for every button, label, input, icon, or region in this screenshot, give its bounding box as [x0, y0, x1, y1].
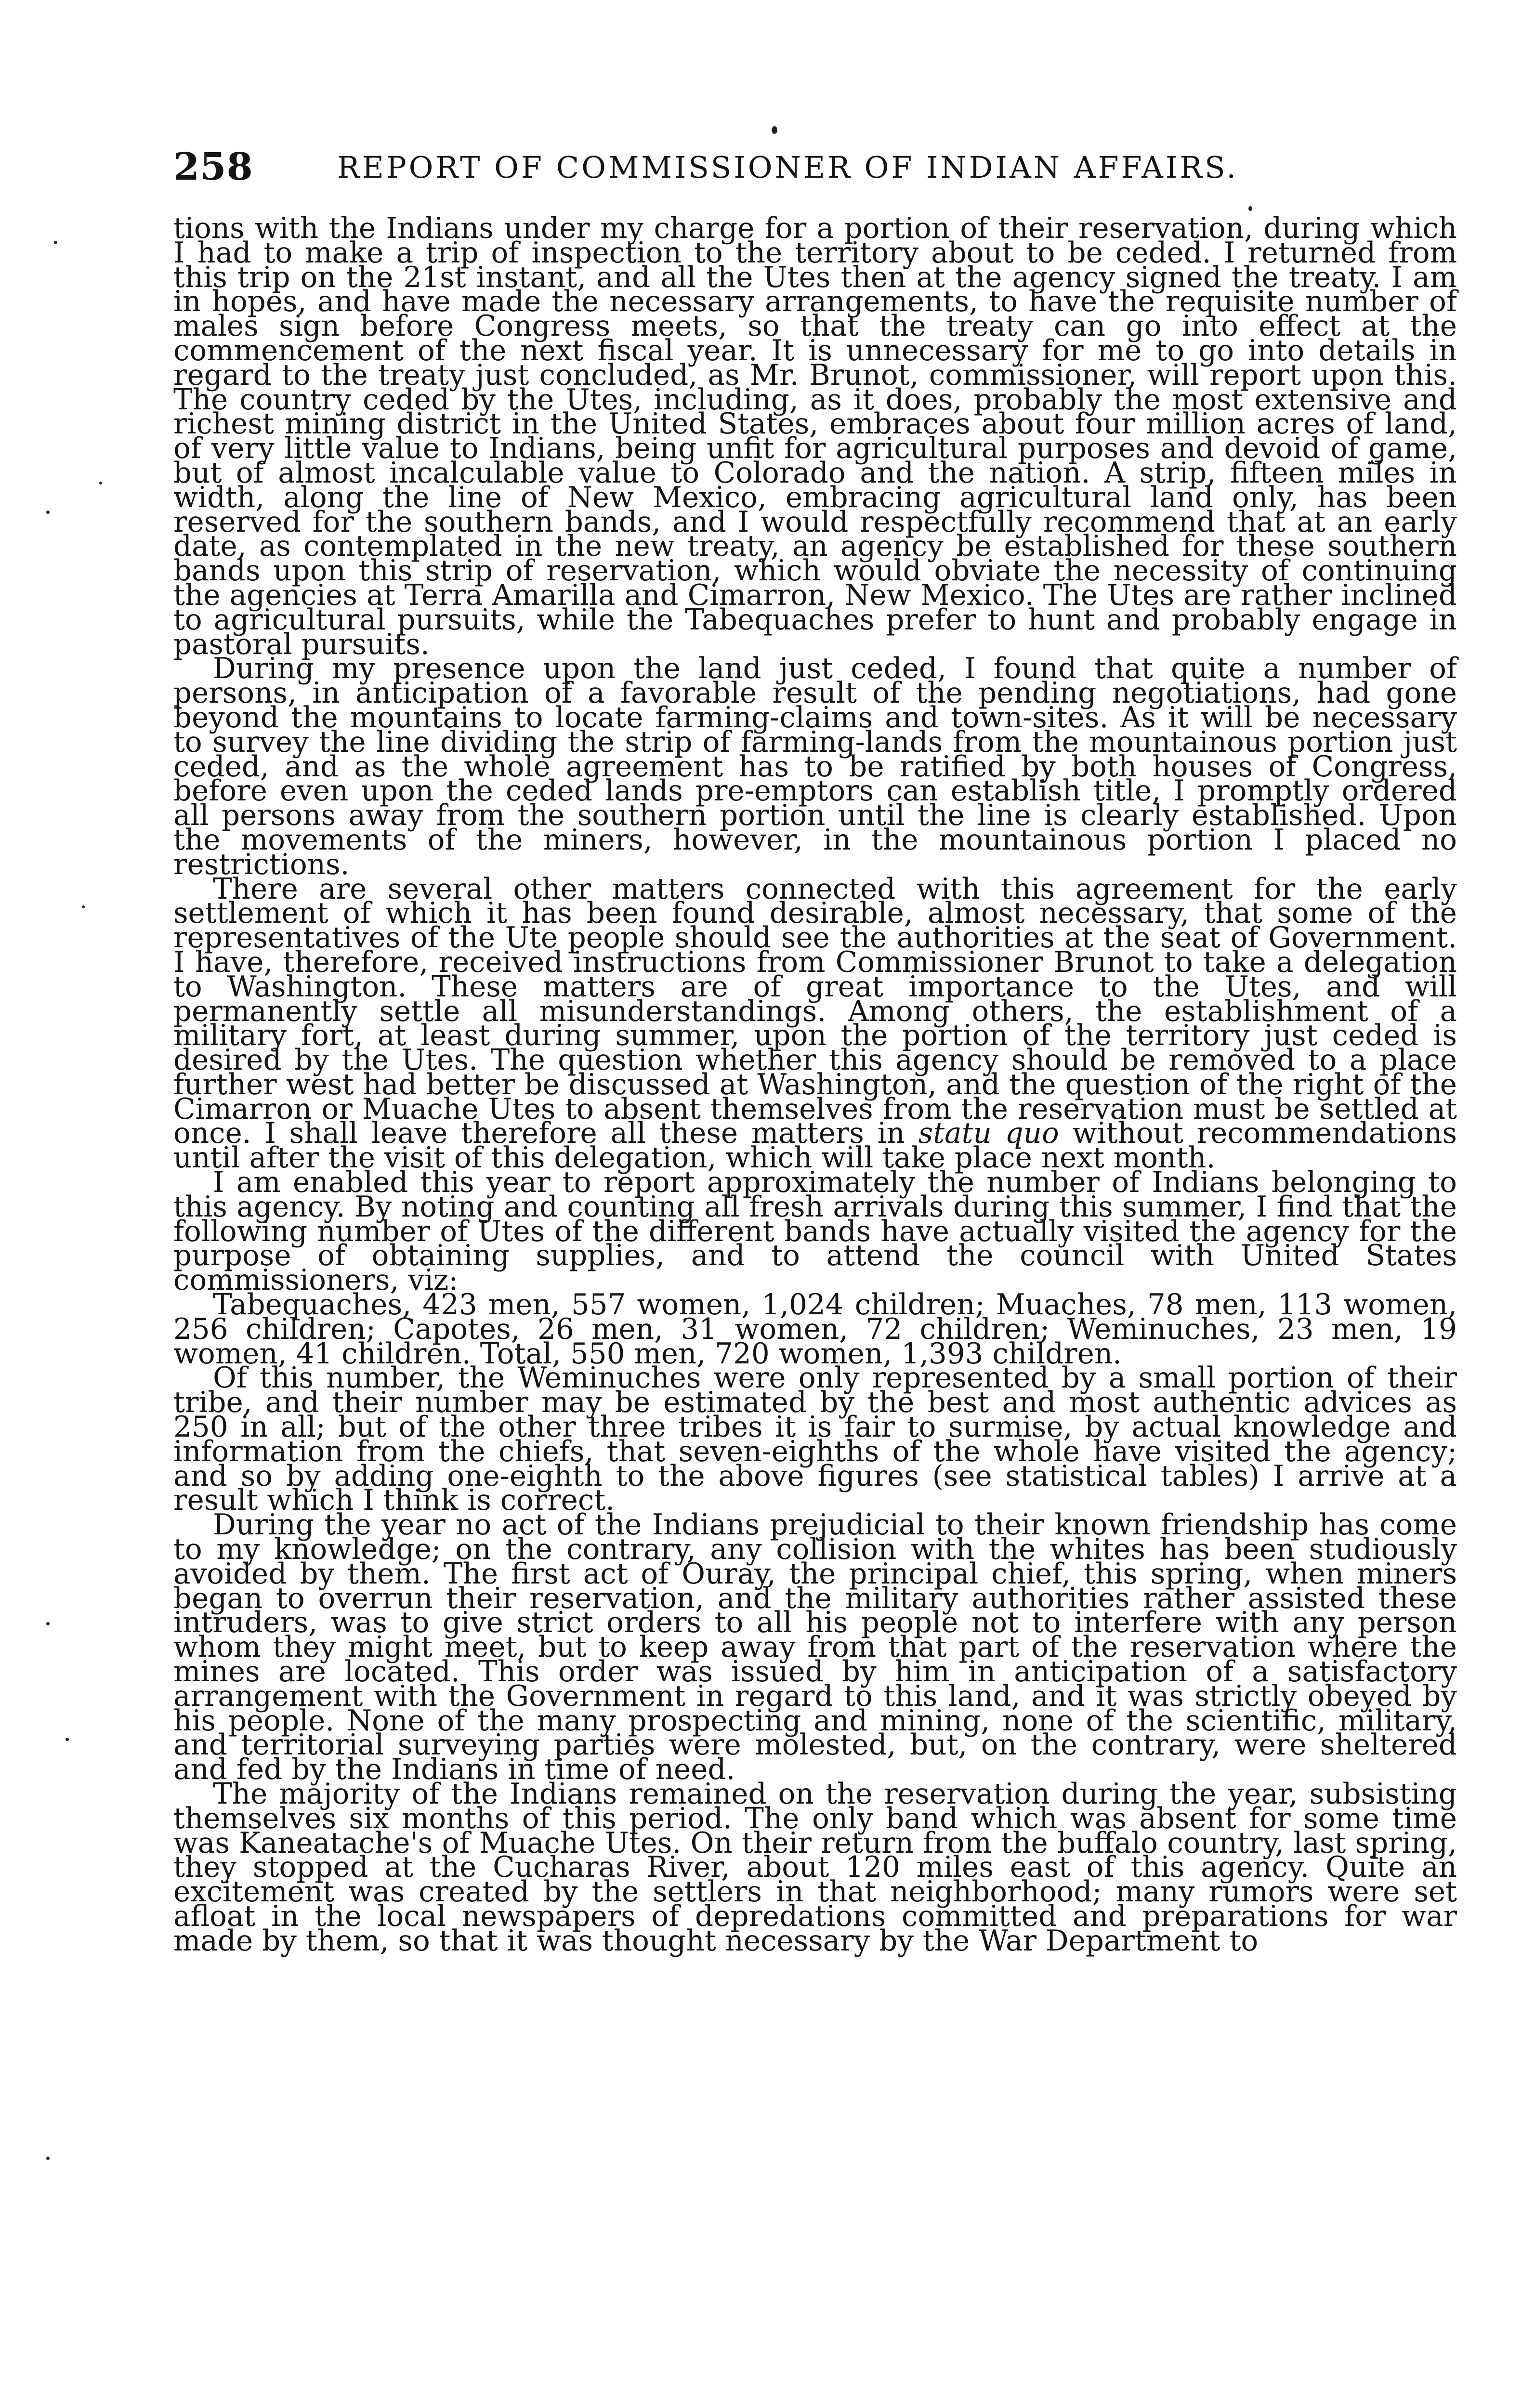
- print-speck: [772, 126, 777, 134]
- print-speck: [99, 482, 102, 484]
- print-speck: [1248, 206, 1252, 211]
- running-head: REPORT OF COMMISSIONER OF INDIAN AFFAIRS.: [337, 150, 1239, 185]
- page-number: 258: [173, 145, 253, 189]
- paragraph-majority: The majority of the Indians remained on the reservation during the year, subsisting themselves six months of this period. The only band which was absent for some time was Kaneatache's of Muache Utes. On their return from the buffalo country, last spring, they stopped at the Cucharas River, about 120 miles east of this agency. Quite an excitement was created by the settlers in that neighborhood; many rumors were set afloat in the local newspapers of depredations committed and preparations for war made by them, so that it was thought necessary by the War Department to: [173, 1778, 1457, 1958]
- italic-phrase: statu quo: [918, 1117, 1059, 1151]
- paragraph-census: I am enabled this year to report approximately the number of Indians belonging to this agency. By noting and counting all fresh arrivals during this summer, I find that the following number of Utes of the different bands have actually visited the agency for the purpose of obtaining supplies, and to attend the council with United States commissioners, viz:: [173, 1166, 1457, 1297]
- paragraph-delegation-text: There are several other matters connected with this agreement for the early settlement of which it has been found desirable, almost necessary, that some of the representatives of the Ute people should see the authorities at the seat of Government. I have, therefore, received instructions from Commissioner Brunot to take a delegation to Washington. These matters are of great importance to the Utes, and will permanently settle all misunderstandings. Among others, the establishment of a military fort, at least during summer, upon the portion of the territory just ceded is desired by the Utes. The question whether this agency should be removed to a place further west had better be discussed at Washington, and the question of the right of the Cimarron or Muache Utes to absent themselves from the reservation must be settled at once. I shall leave therefore all these matters in: [173, 872, 1457, 1151]
- paragraph-estimate: Of this number, the Weminuches were only represented by a small portion of their tribe, and their number may be estimated by the best and most authentic advices as 250 in all; but of the other three tribes it is fair to surmise, by actual knowledge and information from the chiefs, that seven-eighths of the whole have visited the agency; and so by adding one-eighth to the above figures (see statistical tables) I arrive at a result which I think is correct.: [173, 1361, 1457, 1518]
- print-speck: [66, 1738, 69, 1741]
- print-speck: [46, 1622, 50, 1625]
- paragraph-friendship: During the year no act of the Indians prejudicial to their known friendship has come to my knowledge; on the contrary, any collision with the whites has been studiously avoided by them. The first act of Ouray, the principal chief, this spring, when miners began to overrun their reservation, and the military authorities rather assisted these intruders, was to give strict orders to all his people not to interfere with any person whom they might meet, but to keep away from that part of the reservation where the mines are located. This order was issued by him in anticipation of a satisfactory arrangement with the Government in regard to this land, and it was strictly obeyed by his people. None of the many prospecting and mining, none of the scientific, military, and territorial surveying parties were molested, but, on the contrary, were sheltered and fed by the Indians in time of need.: [173, 1508, 1457, 1787]
- paragraph-ceded-land: During my presence upon the land just ceded, I found that quite a number of persons, in anticipation of a favorable result of the pending negotiations, had gone beyond the mountains to locate farming-claims and town-sites. As it will be necessary to survey the line dividing the strip of farming-lands from the mountainous portion just ceded, and as the whole agreement has to be ratified by both houses of Congress, before even upon the ceded lands pre-emptors can establish title, I promptly ordered all persons away from the southern portion until the line is clearly established. Upon the movements of the miners, however, in the mountainous portion I placed no restrictions.: [173, 652, 1457, 881]
- print-speck: [46, 2157, 50, 2160]
- paragraph-delegation-end: without recommendations until after the visit of this delegation, which will take place next month.: [173, 1117, 1457, 1175]
- paragraph-continued: tions with the Indians under my charge for a portion of their reservation, during which I had to make a trip of inspection to the territory about to be ceded. I returned from this trip on the 21st instant, and all the Utes then at the agency signed the treaty. I am in hopes, and have made the necessary arrangements, to have the requisite number of males sign before Congress meets, so that the treaty can go into effect at the commencement of the next fiscal year. It is unnecessary for me to go into details in regard to the treaty just concluded, as Mr. Brunot, commissioner, will report upon this. The country ceded by the Utes, including, as it does, probably the most extensive and richest mining district in the United States, embraces about four million acres of land, of very little value to Indians, being unfit for agricultural purposes and devoid of game, but of almost incalculable value to Colorado and the nation. A strip, fifteen miles in width, along the line of New Mexico, embracing agricultural land only, has been reserved for the southern bands, and I would respectfully recommend that at an early date, as contemplated in the new treaty, an agency be established for these southern bands upon this strip of reservation, which would obviate the necessity of continuing the agencies at Terra Amarilla and Cimarron, New Mexico. The Utes are rather inclined to agricultural pursuits, while the Tabequaches prefer to hunt and probably engage in pastoral pursuits.: [173, 212, 1457, 661]
- page-header: [173, 141, 1457, 194]
- paragraph-band-counts: Tabequaches, 423 men, 557 women, 1,024 children; Muaches, 78 men, 113 women, 256 children; Capotes, 26 men, 31 women, 72 children; Weminuches, 23 men, 19 women, 41 children. Total, 550 men, 720 women, 1,393 children.: [173, 1288, 1457, 1371]
- print-speck: [46, 510, 50, 514]
- paragraph-delegation: [173, 872, 1457, 1175]
- print-speck: [82, 905, 85, 908]
- print-speck: [54, 241, 57, 244]
- body-text: [173, 212, 1457, 1958]
